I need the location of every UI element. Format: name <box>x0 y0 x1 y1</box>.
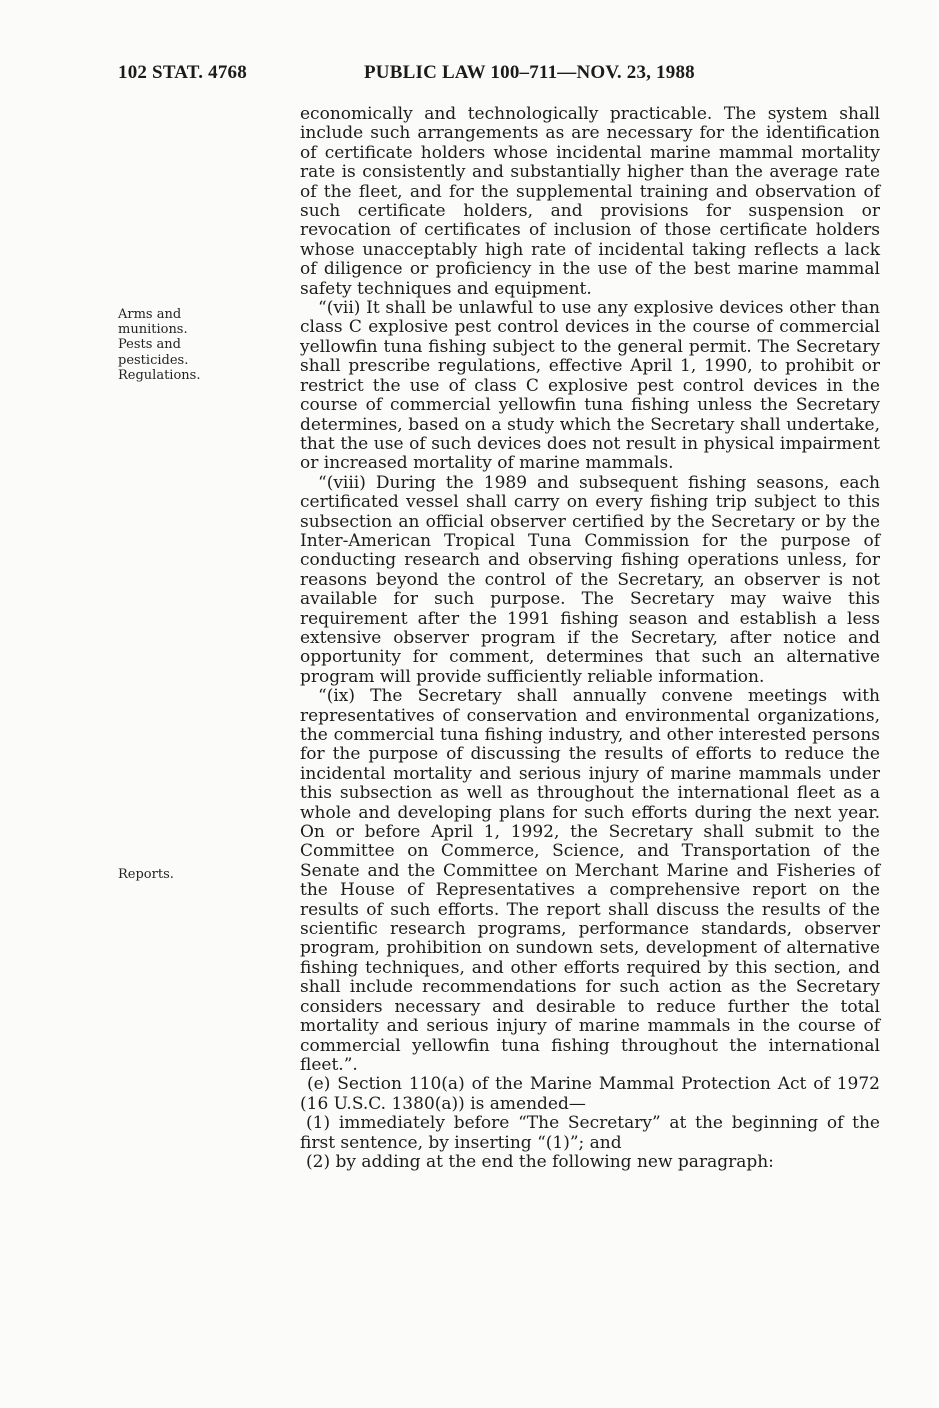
margin-note-line: Reports. <box>118 867 174 882</box>
statute-paragraph-vi-continuation: economically and technologically practicable. The system shall include such arrangements as are necessary for the identification of certificate holders whose incidental marine mammal mortality rate is consistently and substantially higher than the average rate of the fleet, and for the supplemental training and observation of such certificate holders, and provisions for suspension or revocation of certificates of inclusion of those certificate holders whose unacceptably high rate of incidental taking reflects a lack of diligence or proficiency in the use of the best marine mammal safety techniques and equipment. <box>300 104 880 299</box>
statute-subsection-e: (e) Section 110(a) of the Marine Mammal Protection Act of 1972 (16 U.S.C. 1380(a)) is amended— <box>300 1074 880 1114</box>
margin-note-line: pesticides. <box>118 352 189 368</box>
margin-note-line: munitions. <box>118 322 188 338</box>
statute-paragraph-ix: “(ix) The Secretary shall annually convene meetings with representatives of conservation and environmental organizations, the commercial tuna fishing industry, and other interested persons for the purpose of discussing the results of efforts to reduce the incidental mortality and serious injury of marine mammals under this subsection as well as throughout the international fleet as a whole and developing plans for such efforts during the next year. On or before April 1, 1992, the Secretary shall submit to the Committee on Commerce, Science, and Transportation of the Senate and the Committee on Merchant Marine and Fisheries of the House of Representatives a comprehensive report on the results of such efforts. The report shall discuss the results of the scientific research programs, performance standards, observer program, prohibition on sundown sets, development of alternative fishing techniques, and other efforts required by this section, and shall include recommendations for such action as the Secretary considers necessary and desirable to reduce further the total mortality and serious injury of marine mammals in the course of commercial yellowfin tuna fishing throughout the international fleet.”. <box>300 686 880 1075</box>
header-stat-number: 102 STAT. 4768 <box>118 62 247 83</box>
margin-note-line: Regulations. <box>118 367 201 383</box>
statute-paragraph-vii: “(vii) It shall be unlawful to use any explosive devices other than class C explosive pest control devices in the course of commercial yellowfin tuna fishing subject to the general permit. The Secretary shall prescribe regulations, effective April 1, 1990, to prohibit or restrict the use of class C explosive pest control devices in the course of commercial yellowfin tuna fishing unless the Secretary determines, based on a study which the Secretary shall undertake, that the use of such devices does not result in physical impairment or increased mortality of marine mammals. <box>300 298 880 474</box>
statute-item-1: (1) immediately before “The Secretary” at the beginning of the first sentence, by inserting “(1)”; and <box>300 1113 880 1153</box>
statute-text-column <box>300 105 880 1172</box>
margin-note-line: Arms and <box>118 307 182 322</box>
margin-note-reports <box>118 867 268 882</box>
margin-note-line: Pests and <box>118 337 182 353</box>
statute-paragraph-viii: “(viii) During the 1989 and subsequent fishing seasons, each certificated vessel shall carry on every fishing trip subject to this subsection an official observer certified by the Secretary or by the Inter-American Tropical Tuna Commission for the purpose of conducting research and observing fishing operations unless, for reasons beyond the control of the Secretary, an observer is not available for such purpose. The Secretary may waive this requirement after the 1991 fishing season and establish a less extensive observer program if the Secretary, after notice and opportunity for comment, determines that such an alternative program will provide sufficiently reliable information. <box>300 472 880 687</box>
statute-item-2: (2) by adding at the end the following new paragraph: <box>306 1151 774 1172</box>
header-law-title: PUBLIC LAW 100–711—NOV. 23, 1988 <box>364 62 695 83</box>
margin-note-arms-munitions <box>118 307 268 383</box>
